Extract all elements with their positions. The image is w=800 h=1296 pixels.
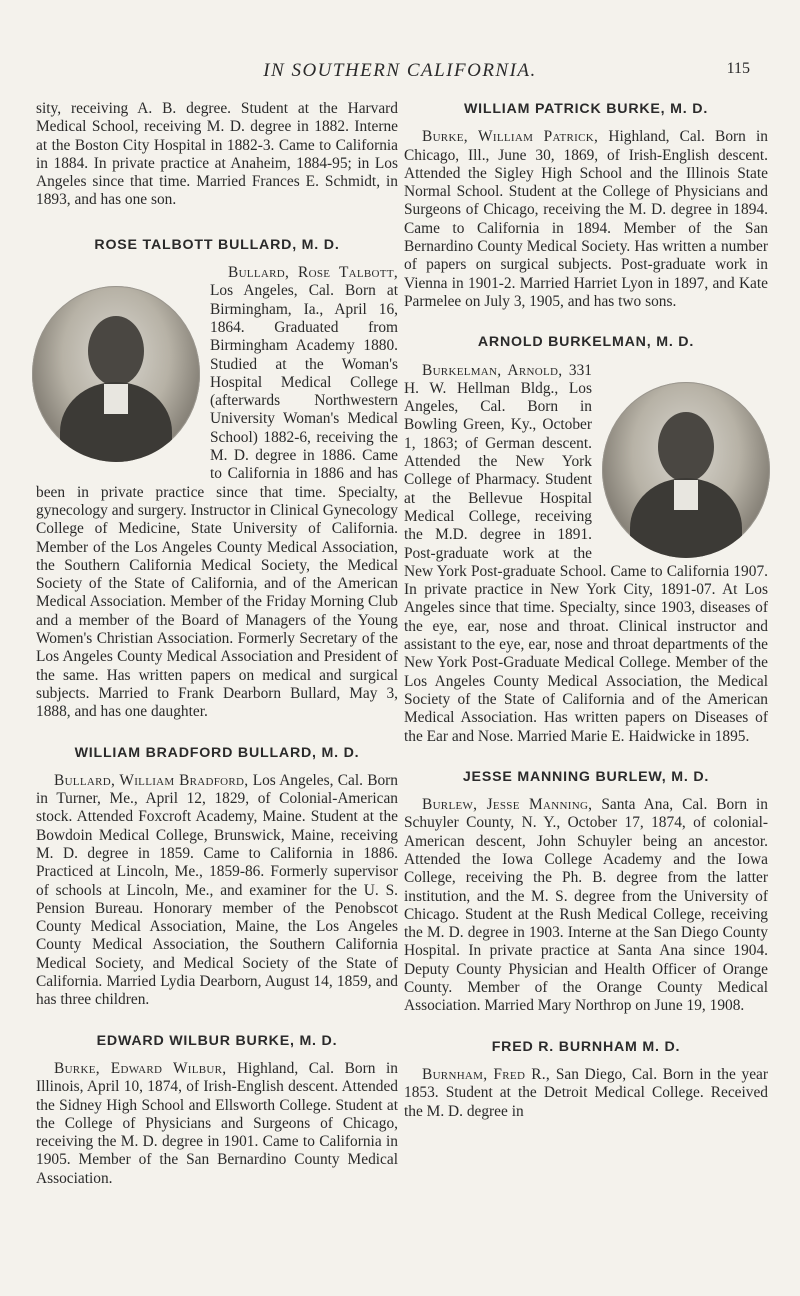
left-column [36, 100, 398, 1210]
entry-text: Highland, Cal. Born in Chicago, Ill., June 30, 1869, of Irish-English descent. Attended the Sigley High School and the Illinois State Normal School. Student at the College of Physicians and Surgeons of Chicago, receiving the M. D. degree in 1894. Came to California in 1894. Member of the San Bernardino County Medical Society. Has written a number of papers on surgical subjects. Post-graduate work in Vienna in 1901-2. Married Harriet Lyon in 1897, and Kate Parmelee on July 3, 1905, and has two sons. [404, 128, 768, 310]
page-number: 115 [726, 60, 750, 77]
entry-text: San Diego, Cal. Born in the year 1853. Student at the Detroit Medical College. Received the M. D. degree in [404, 1065, 768, 1120]
right-column [404, 100, 768, 1143]
biography-entry [36, 744, 398, 1010]
entry-text: Highland, Cal. Born in Illinois, April 10, 1874, of Irish-English descent. Attended the Sidney High School and Ellsworth College. Student at the College of Physicians and Surgeons of Chicago, receiving the M. D. degree in 1901. Came to California in 1905. Member of the San Bernardino County Medical Association. [36, 1059, 398, 1187]
entry-text: Los Angeles, Cal. Born at Birmingham, Ia., April 16, 1864. Graduated from Birmingham Academy 1880. Studied at the Woman's Hospital Medical College (afterwards Northwestern University Woman's Medical School) 1882-6, receiving the M. D. degree in 1886. Came to California in 1886 and has been in private practice since that time. Specialty, gynecology and surgery. Instructor in Clinical Gynecology College of Medicine, State University of California. Member of the Los Angeles County Medical Association, the Southern California Medical Society, the Medical Society of the State of California, and of the American Medical Association. Member of the Friday Morning Club and a member of the Board of Managers of the Young Women's Christian Association. Formerly Secretary of the Los Angeles County Medical Association and President of the same. Has written papers on medical and surgical subjects. Married to Frank Dearborn Bullard, May 3, 1888, and has one daughter. [36, 282, 398, 721]
biography-entry [36, 1032, 398, 1188]
entry-body [404, 1066, 768, 1121]
biography-entry [404, 768, 768, 1016]
entry-lead: Burke, Edward Wilbur, [54, 1059, 227, 1077]
portrait-photo [32, 286, 200, 462]
entry-body [36, 1060, 398, 1188]
entry-heading: WILLIAM PATRICK BURKE, M. D. [463, 101, 709, 117]
biography-entry [36, 236, 398, 722]
entry-lead: Bullard, Rose Talbott, [228, 264, 398, 282]
entry-lead: Burlew, Jesse Manning, [422, 796, 593, 814]
entry-body [36, 264, 398, 721]
entry-lead: Burnham, Fred R., [422, 1065, 551, 1083]
entry-heading: ROSE TALBOTT BULLARD, M. D. [94, 236, 340, 253]
entry-lead: Bullard, William Bradford, [54, 771, 249, 789]
entry-lead: Burkelman, Arnold, [422, 361, 563, 379]
continuation-entry [36, 100, 398, 210]
entry-heading: JESSE MANNING BURLEW, M. D. [462, 768, 710, 785]
continuation-text: sity, receiving A. B. degree. Student at the Harvard Medical School, receiving M. D. degree in 1882. Interne at the Boston City Hospital in 1882-3. Came to California in 1884. In private practice at Anaheim, 1884-95; in Los Angeles since that time. Married Frances E. Schmidt, in 1893, and has one son. [36, 100, 398, 209]
entry-heading: WILLIAM BRADFORD BULLARD, M. D. [74, 744, 360, 761]
running-title: IN SOUTHERN CALIFORNIA. [263, 60, 537, 81]
biography-entry [404, 333, 768, 746]
portrait-photo [602, 382, 770, 558]
entry-heading: ARNOLD BURKELMAN, M. D. [477, 334, 695, 351]
entry-text: 331 H. W. Hellman Bldg., Los Angeles, Cal. Born in Bowling Green, Ky., October 1, 1863; of German descent. Attended the New York College of Pharmacy. Student at the Bellevue Hospital Medical College, receiving the M.D. degree in 1891. Post-graduate work at the New York Post-graduate School. Came to California 1907. In private practice in New York City, 1891-07. At Los Angeles since that time. Specialty, since 1903, diseases of the eye, ear, nose and throat. Clinical instructor and assistant to the eye, ear, nose and throat departments of the New York Post-Graduate Medical College. Member of the Los Angeles County Medical Association, the Medical Society of the State of California and of the American Medical Association. Has written papers on Diseases of the Ear and Nose. Married Marie E. Haidwicke in 1895. [404, 361, 768, 745]
entry-lead: Burke, William Patrick, [422, 128, 599, 146]
entry-body [404, 362, 768, 746]
biography-entry [404, 100, 768, 311]
entry-body [404, 796, 768, 1016]
entry-body [36, 772, 398, 1010]
entry-heading: EDWARD WILBUR BURKE, M. D. [96, 1032, 338, 1049]
entry-text: Santa Ana, Cal. Born in Schuyler County, N. Y., October 17, 1874, of colonial-American descent, John Schuyler being an ancestor. Attended the Iowa College Academy and the Iowa College, receiving the Ph. B. degree from the latter institution, and the M. S. degree from the University of Chicago. Student at the Rush Medical College, receiving the M. D. degree in 1903. Interne at the San Diego County Hospital. In private practice at Santa Ana since 1904. Deputy County Physician and Health Officer of Orange County. Member of the Orange County Medical Association. Married Mary Northrop on June 19, 1908. [404, 796, 769, 1015]
entry-body [404, 128, 768, 311]
entry-heading: FRED R. BURNHAM M. D. [491, 1038, 681, 1055]
biography-entry [404, 1038, 768, 1121]
entry-text: Los Angeles, Cal. Born in Turner, Me., April 12, 1829, of Colonial-American stock. Attended Foxcroft Academy, Maine. Student at the Bowdoin Medical College, Brunswick, Maine, receiving M. D. degree in 1859. Came to California in 1886. Practiced at Lincoln, Me., 1859-86. Formerly supervisor of schools at Lincoln, Me., and examiner for the U. S. Pension Bureau. Honorary member of the Penobscot County Medical Association, Maine, the Los Angeles County Medical Association, the Southern California Medical Society, and Medical Society of the State of California. Married Lydia Dearborn, August 14, 1859, and has three children. [36, 771, 398, 1009]
running-head [0, 58, 800, 84]
